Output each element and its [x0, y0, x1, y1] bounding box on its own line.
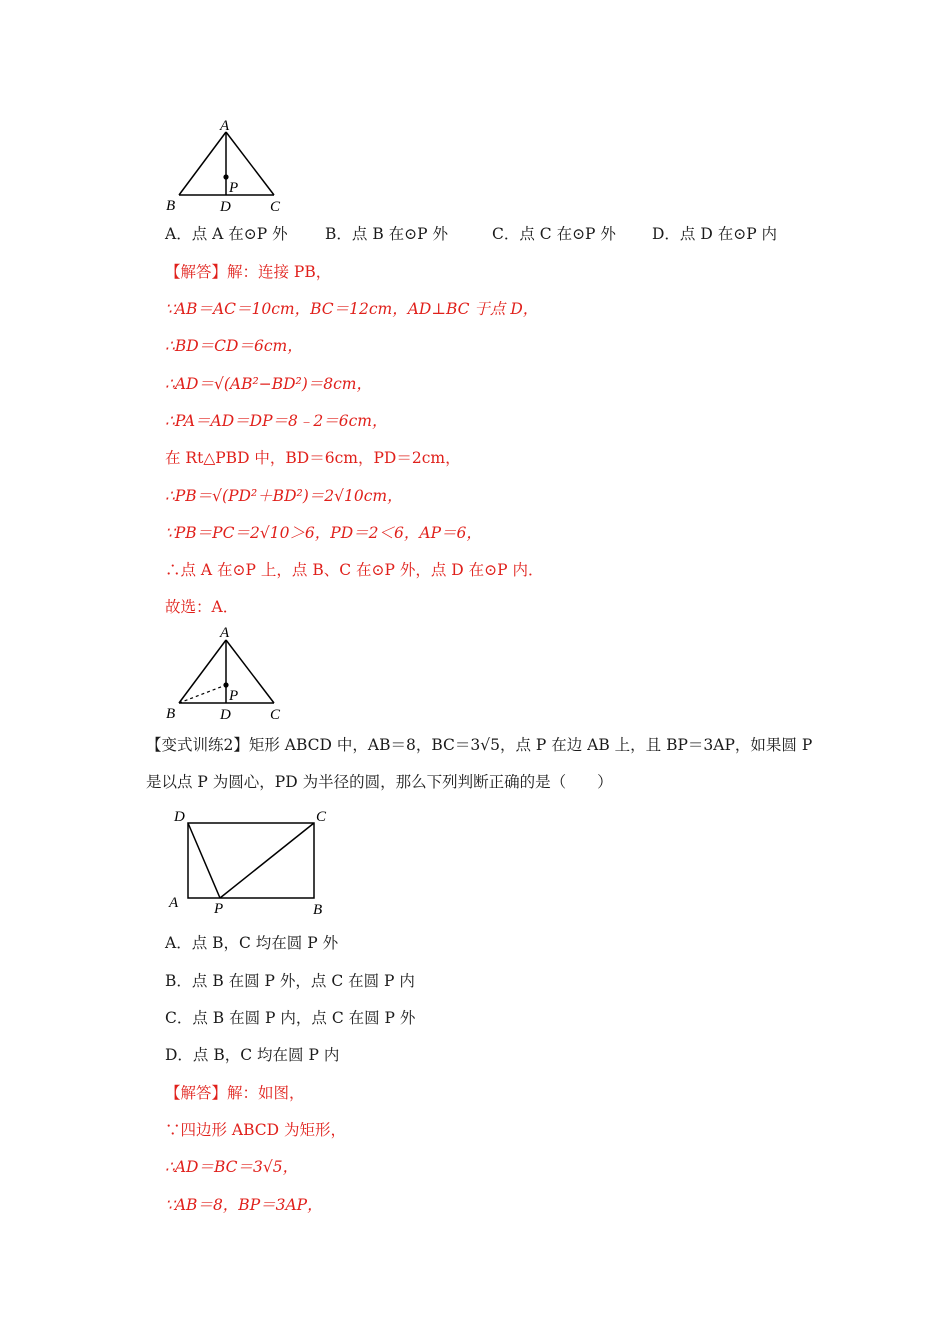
label-a: A: [220, 118, 230, 134]
solution1-line-4: ∴AD＝√(AB²−BD²)＝8cm，: [165, 375, 373, 393]
solution1-line-7: ∴PB＝√(PD²＋BD²)＝2√10cm，: [165, 487, 403, 505]
label-p: P: [229, 180, 239, 196]
solution1-line-10: 故选：A．: [165, 598, 239, 616]
option-b: B．点 B 在⊙P 外: [325, 225, 448, 243]
label-c: C: [270, 199, 281, 215]
solution2-line-3: ∴AD＝BC＝3√5，: [165, 1158, 299, 1176]
solution1-line-9: ∴点 A 在⊙P 上，点 B、C 在⊙P 外，点 D 在⊙P 内．: [165, 561, 544, 579]
segment-pd: [188, 823, 220, 898]
solution1-line-6: 在 Rt△PBD 中，BD＝6cm，PD＝2cm，: [165, 449, 461, 467]
label-c: C: [316, 809, 327, 825]
solution1-line-5: ∴PA＝AD＝DP＝8﹣2＝6cm，: [165, 412, 388, 430]
triangle-figure-1: [160, 112, 300, 218]
label-a: A: [169, 895, 179, 911]
solution1-line-2: ∵AB＝AC＝10cm，BC＝12cm，AD⊥BC 于点 D，: [165, 300, 539, 318]
label-d: D: [174, 809, 185, 825]
question2-line-2: 是以点 P 为圆心，PD 为半径的圆，那么下列判断正确的是（ ）: [146, 773, 613, 791]
solution1-line-3: ∴BD＝CD＝6cm，: [165, 337, 303, 355]
side-ab: [179, 132, 226, 195]
question2-option-d: D．点 B，C 均在圆 P 内: [165, 1046, 340, 1064]
label-b: B: [166, 198, 176, 214]
question2-option-b: B．点 B 在圆 P 外，点 C 在圆 P 内: [165, 972, 415, 990]
label-d: D: [220, 707, 231, 723]
option-d: D．点 D 在⊙P 内: [652, 225, 778, 243]
solution1-line-1: 【解答】解：连接 PB，: [165, 263, 332, 281]
question2-line-1: 【变式训练2】矩形 ABCD 中，AB＝8，BC＝3√5，点 P 在边 AB 上，且 BP＝3AP，如果圆 P: [146, 736, 813, 754]
label-d: D: [220, 199, 231, 215]
label-a: A: [220, 625, 230, 641]
solution2-line-1: 【解答】解：如图，: [165, 1084, 305, 1102]
label-c: C: [270, 707, 281, 723]
triangle-figure-2: [160, 622, 300, 726]
question1-options: [165, 224, 777, 244]
option-a: A．点 A 在⊙P 外: [165, 225, 288, 243]
label-b: B: [313, 902, 323, 918]
label-p: P: [214, 901, 224, 917]
rectangle-figure: [160, 800, 340, 922]
question2-option-c: C．点 B 在圆 P 内，点 C 在圆 P 外: [165, 1009, 416, 1027]
solution1-line-8: ∵PB＝PC＝2√10＞6，PD＝2＜6，AP＝6，: [165, 524, 482, 542]
point-p: [223, 682, 228, 687]
solution2-line-4: ∵AB＝8，BP＝3AP，: [165, 1196, 323, 1214]
question2-option-a: A．点 B，C 均在圆 P 外: [165, 934, 339, 952]
option-c: C．点 C 在⊙P 外: [492, 225, 616, 243]
segment-pc: [220, 823, 314, 898]
rectangle-abcd: [188, 823, 314, 898]
label-p: P: [229, 688, 239, 704]
label-b: B: [166, 706, 176, 722]
solution2-line-2: ∵四边形 ABCD 为矩形，: [165, 1121, 347, 1139]
point-p: [223, 174, 228, 179]
